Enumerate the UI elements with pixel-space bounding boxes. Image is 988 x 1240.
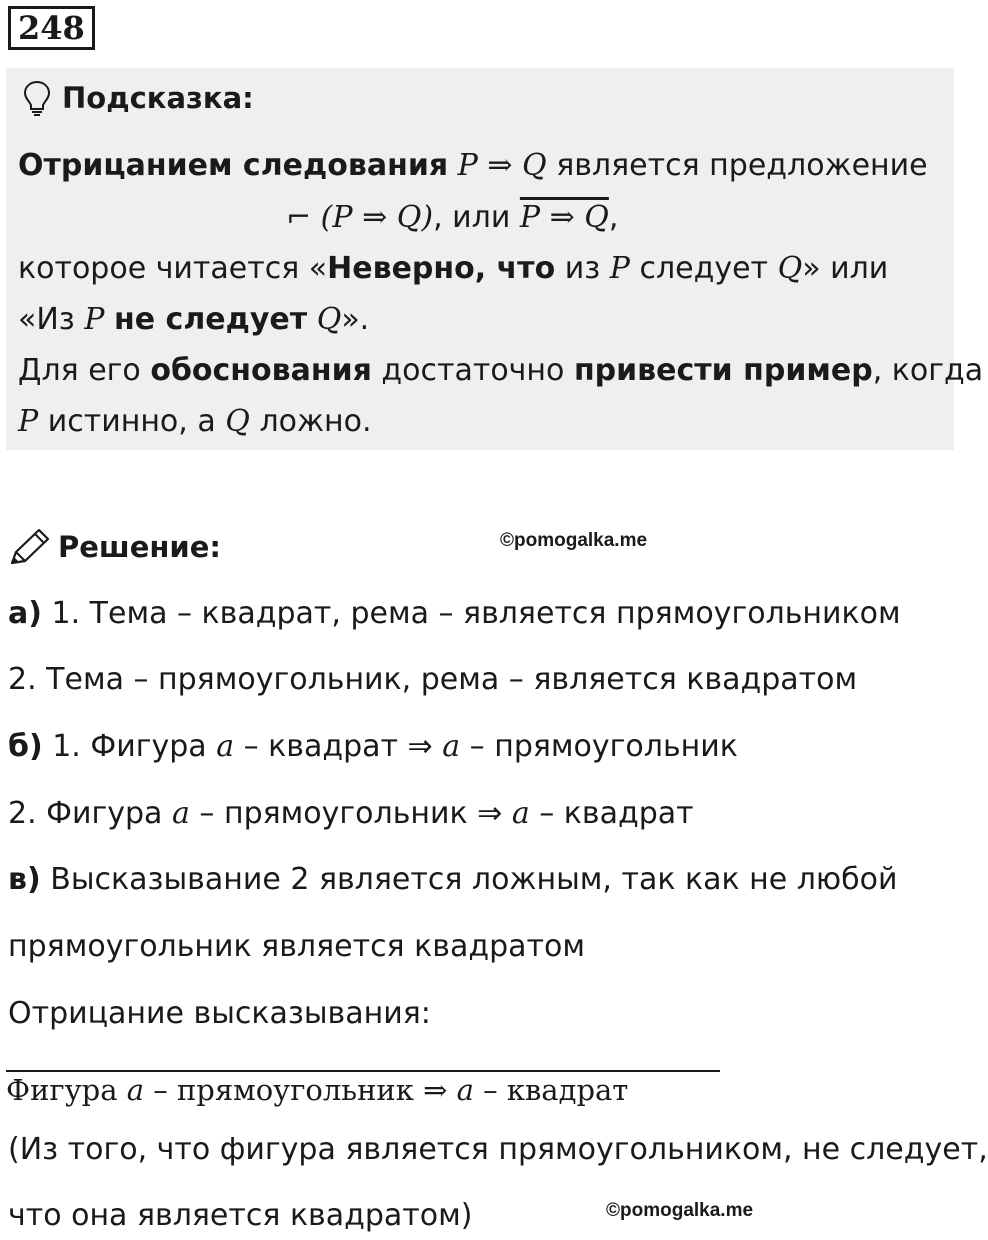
solution-v2: прямоугольник является квадратом — [8, 929, 585, 964]
solution-b2 — [8, 796, 694, 832]
solution-text: 2. Фигура — [8, 796, 163, 831]
solution-a2: 2. Тема – прямоугольник, рема – является квадратом — [8, 662, 858, 697]
solution-text: Высказывание 2 является ложным, так как не любой — [50, 862, 898, 897]
math: P ⇒ Q — [457, 148, 547, 183]
math: P — [609, 251, 630, 286]
watermark: ©pomogalka.me — [606, 1200, 754, 1221]
item-label: а) — [8, 596, 42, 631]
hint-bold: Неверно, что — [327, 251, 556, 286]
hint-text: , или — [433, 200, 511, 235]
negation-text: Фигура — [6, 1073, 118, 1107]
explanation-2: что она является квадратом) — [8, 1198, 473, 1233]
solution-text: – прямоугольник — [469, 729, 738, 764]
math: a — [216, 729, 235, 764]
hint-text: , когда — [872, 353, 984, 388]
pencil-icon — [8, 527, 52, 567]
hint-text: , — [608, 200, 619, 235]
solution-a1 — [8, 596, 901, 632]
hint-text: Для его — [18, 353, 141, 388]
hint-text: ложно. — [259, 404, 372, 439]
explanation-1: (Из того, что фигура является прямоугольником, не следует, — [8, 1132, 988, 1167]
math: Q — [225, 404, 250, 439]
math-overlined: P ⇒ Q — [519, 200, 609, 235]
hint-line-4 — [18, 302, 369, 338]
item-label: б) — [8, 729, 43, 764]
math: a — [511, 796, 530, 831]
hint-line-3 — [18, 251, 888, 287]
solution-v1 — [8, 862, 898, 898]
hint-bold: не следует — [114, 302, 308, 337]
hint-text: которое читается « — [18, 251, 328, 286]
hint-text: «Из — [18, 302, 75, 337]
negation-statement — [6, 1070, 720, 1108]
hint-line-6 — [18, 404, 372, 440]
hint-title-text: Подсказка: — [62, 81, 254, 115]
solution-text: – квадрат ⇒ — [243, 729, 433, 764]
math: P — [84, 302, 105, 337]
hint-text: является предложение — [556, 148, 928, 183]
hint-text: » или — [802, 251, 889, 286]
solution-text: 1. Фигура — [52, 729, 207, 764]
math: a — [442, 729, 461, 764]
math: Q — [316, 302, 342, 337]
hint-text: истинно, а — [47, 404, 216, 439]
solution-title — [8, 526, 221, 568]
solution-title-text: Решение: — [58, 530, 222, 564]
math: a — [126, 1073, 145, 1107]
task-number: 248 — [8, 6, 95, 50]
hint-box — [6, 68, 984, 450]
hint-line-2 — [286, 200, 618, 236]
hint-text: из — [564, 251, 601, 286]
watermark: ©pomogalka.me — [500, 530, 648, 551]
negation-text: – квадрат — [483, 1073, 629, 1107]
hint-line-1 — [18, 148, 928, 184]
negation-text: – прямоугольник ⇒ — [153, 1073, 457, 1107]
solution-text: 1. Тема – квадрат, рема – является прямоугольником — [51, 596, 901, 631]
hint-text: ». — [341, 302, 370, 337]
solution-text: – квадрат — [539, 796, 694, 831]
item-label: в) — [8, 862, 41, 897]
math: Q — [777, 251, 803, 286]
hint-line-5 — [18, 353, 983, 389]
math: ⌐ (P ⇒ Q) — [286, 200, 434, 235]
hint-text: следует — [639, 251, 769, 286]
lightbulb-icon — [22, 80, 52, 116]
math: a — [171, 796, 190, 831]
math: P — [18, 404, 39, 439]
hint-bold: Отрицанием следования — [18, 148, 449, 183]
hint-bold: привести пример — [573, 353, 873, 388]
negation-title: Отрицание высказывания: — [8, 996, 431, 1031]
math: a — [456, 1073, 474, 1107]
hint-title — [22, 80, 254, 116]
solution-text: – прямоугольник ⇒ — [199, 796, 503, 831]
hint-bold: обоснования — [150, 353, 372, 388]
hint-text: достаточно — [381, 353, 565, 388]
solution-b1 — [8, 729, 738, 765]
